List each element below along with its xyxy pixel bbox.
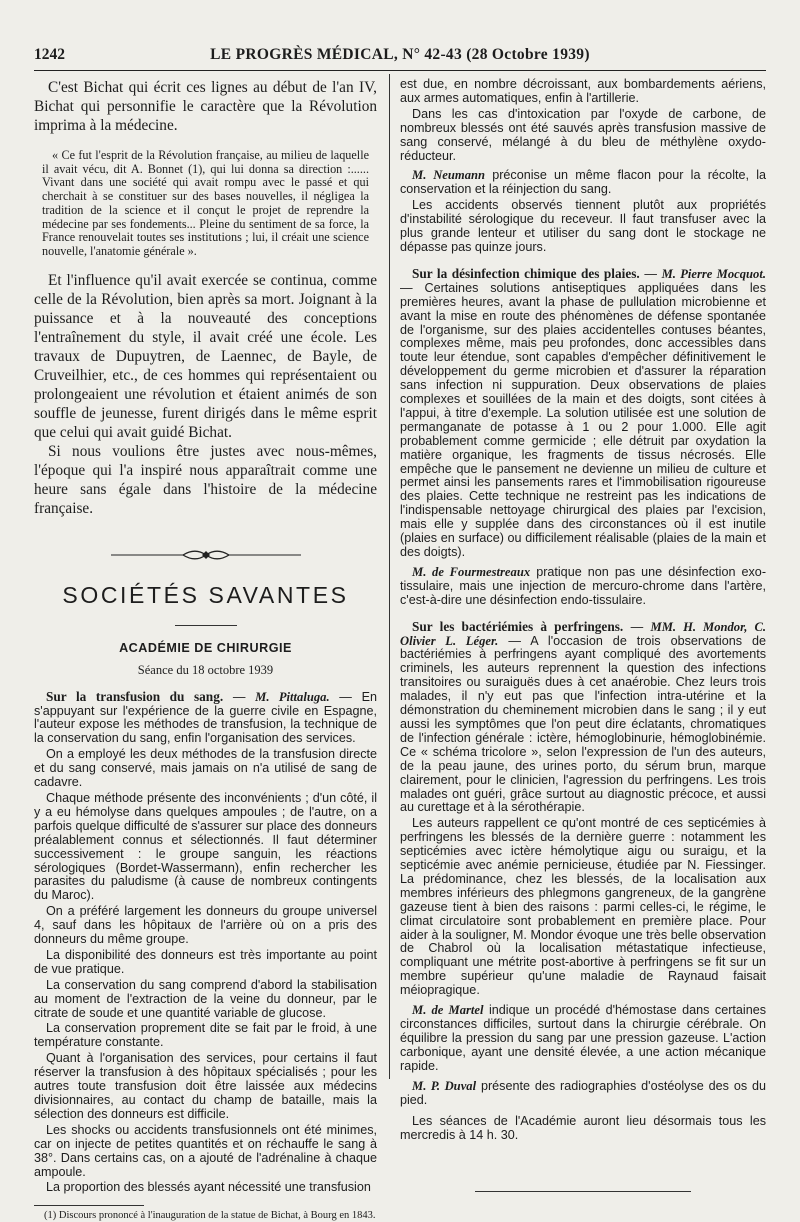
footnote-rule [34,1205,144,1206]
column-divider [389,74,390,1079]
article-paragraph: Dans les cas d'intoxication par l'oxyde de carbone, de nombreux blessés ont été sauvés après transfusion massive de sang conservé, mélangé à du bleu de méthylène oxydo-réducteur. [400,106,766,163]
article-paragraph: La disponibilité des donneurs est très importante au point de vue pratique. [34,947,377,976]
article-paragraph: M. de Martel indique un procédé d'hémostase dans certaines circonstances difficiles, surtout dans la chirurgie cérébrale. On équilibre la pression du sang par une pression gazeuse. L'action carbonique, ayant une densité élevée, a une action mécanique rapide. [400,1003,767,1073]
journal-title: LE PROGRÈS MÉDICAL, N° 42-43 (28 Octobre 1939) [210,46,590,63]
header-rule [34,70,766,71]
article-paragraph: Sur la désinfection chimique des plaies. — M. Pierre Mocquot.— Certaines solutions antiseptiques appliquées dans les premières heures, avant la phase de pullulation microbienne et avant la mise en route des phénomènes de défense spontanée de l'organisme, sur des plaies accidentelles contuses béantes, complexes même, mais peu profondes, donc accessibles dans toute leur étendue, sont capables d'empêcher définitivement le développement du germe microbien et d'assurer la réparation sans infection ni suppuration. Deux observations de plaies complexes et souillées de la main et des doigts, sont citées à l'appui, à titre d'exemple. La solution utilisée est une solution de permanganate de potasse à 1 ou 2 pour 1.000. Elle agit probablement comme germicide ; elle détruit par oxydation la matière organique, les fragments de tissus nécrosés. Elle empêche que le pansement ne devienne un milieu de culture et permet ainsi les pansements rares et l'immobilisation rigoureuse des plaies. Cette technique ne restreint pas les indications de l'indispensable nettoyage chirurgical des plaies par l'excision, mais elle y supplée dans des circonstances où il est inutile (plaies en surface) ou difficilement réalisable (plaies de la main et des doigts). [400,265,766,559]
article-paragraph: est due, en nombre décroissant, aux bombardements aériens, aux armes automatiques, enfin à l'artillerie. [400,77,766,105]
right-column [400,78,766,1192]
article-paragraph: Sur la transfusion du sang. — M. Pittaluga. — En s'appuyant sur l'expérience de la guerre civile en Espagne, l'auteur expose les méthodes de transfusion, la technique de la conservation du sang, enfin l'organisation des services. [34,688,378,746]
article-paragraph: Les shocks ou accidents transfusionnels ont été minimes, car on injecte de petites quantités et on réchauffe le sang à 38°. Dans certains cas, on a ajouté de l'adrénaline à chaque ampoule. [34,1122,377,1179]
end-rule [475,1191,691,1192]
article-paragraph: M. P. Duval présente des radiographies d'ostéolyse des os du pied. [400,1078,766,1107]
article-paragraph: La conservation proprement dite se fait par le froid, à une température constante. [34,1021,377,1050]
article-author: M. Pittaluga. [255,689,330,704]
article-author: M. P. Duval [412,1078,477,1093]
session-date: Séance du 18 octobre 1939 [137,662,274,677]
section-title: SOCIÉTÉS SAVANTES [62,581,349,608]
page-header [34,46,766,68]
article-paragraph: On a préféré largement les donneurs du groupe universel 4, sauf dans les hôpitaux de l'arrière où on a pris des donneurs du même groupe. [34,904,377,947]
ornament-icon [111,548,301,562]
article-paragraph: M. de Fourmestreaux pratique non pas une désinfection exo-tissulaire, mais une injection de mercuro-chrome dans l'artère, c'est-à-dire une désinfection endo-tissulaire. [400,564,767,607]
article-paragraph: Les accidents observés tiennent plutôt aux propriétés d'instabilité sérologique du receveur. Il faut transfuser avec la plus grande lenteur et utiliser du sang dont le stockage ne dépasse pas quinze jours. [400,198,766,254]
article-paragraph: Chaque méthode présente des inconvénients ; d'un côté, il y a eu hémolyse dans quelques ampoules ; de l'autre, on a parfois quelque difficulté de s'assurer sur place des donneurs préalablement connus et sélectionnés. Il faut déterminer successivement : le groupe sanguin, les réactions sérologiques (Bordet-Wassermann), enfin rechercher les parasites du paludisme (à cause de nombreux contingents du Maroc). [34,790,377,903]
article-paragraph: La conservation du sang comprend d'abord la stabilisation au moment de l'extraction de la veine du donneur, par le citrate de soude et une quantité variable de glucose. [34,977,377,1020]
section-rule [175,625,237,626]
quotation: « Ce fut l'esprit de la Révolution française, au milieu de laquelle il avait vécu, dit A. Bonnet (1), qui lui donna sa direction :...... Vivant dans une société qui avait rompu avec le passé et qui cherchait à se constituer sur des bases nouvelles, il négligea la tradition de la science et il conçut le projet de reprendre la médecine par ses fondements... Pleine du sentiment de sa force, la France renouvelait toutes ses institutions ; lui, il créait une science nouvelle, l'anatomie générale ». [42,148,369,258]
article-title: Sur la transfusion du sang. [46,688,224,704]
article-paragraph: Les auteurs rappellent ce qu'ont montré de ces septicémies à perfringens les blessés de la dernière guerre : notamment les septicémies avec ictère hémolytique aigu ou suraigu, et la septicémie avec anémie pernicieuse, étudiée par N. Fiessinger. La prédominance, chez les blessés, de la localisation aux membres inférieurs des phlegmons gangreneux, de la gangrène gazeuse tient à bien des raisons : parmi celles-ci, le régime, le climat circulatoire sont probablement en première place. Pour aider à la souligner, M. Mondor évoque une très belle observation de Chabrol où la localisation métastatique infectieuse, compliquant une métrite post-abortive à perfringens se fit sur un membre supérieur qu'une maladie de Raynaud faisait méiopragique. [400,816,766,998]
footnote: (1) Discours prononcé à l'inauguration de la statue de Bichat, à Bourg en 1843. [44,1210,376,1222]
left-column [34,78,377,1222]
article-author: M. de Fourmestreaux [412,564,531,579]
ornament-divider [34,548,377,562]
article-paragraph: Les séances de l'Académie auront lieu désormais tous les mercredis à 14 h. 30. [400,1114,766,1143]
paragraph: Et l'influence qu'il avait exercée se continua, comme celle de la Révolution, bien après sa mort. Joignant à la puissance et à la nouveauté des conceptions l'entraînement du style, il avait créé une école. Les travaux de Dupuytren, de Laennec, de Bayle, de Cruveilhier, etc., de ces hommes qui représentaient ou prolongeaient une révolution et étaient animés de son souffle de jeunesse, furent dirigés dans le même esprit que celui qui avait guidé Bichat. [34,271,377,441]
article-paragraph: La proportion des blessés ayant nécessité une transfusion [46,1180,371,1195]
article-title: Sur les bactériémies à perfringens. [412,618,624,634]
article-author: M. Neumann [412,168,485,183]
article-author: M. de Martel [412,1003,484,1018]
article-author: M. Pierre Mocquot. [661,266,766,281]
paragraph: C'est Bichat qui écrit ces lignes au début de l'an IV, Bichat qui personnifie le caractère que la Révolution imprima à la médecine. [34,79,377,134]
article-author: MM. H. Mondor, C. Olivier L. Léger. [400,619,766,648]
paragraph: Si nous voulions être justes avec nous-mêmes, l'époque qui l'a inspiré nous apparaîtrait comme une heure sans égale dans l'histoire de la médecine française. [34,442,377,517]
article-paragraph: Sur les bactériémies à perfringens. — MM. H. Mondor, C. Olivier L. Léger. — A l'occasion de trois observations de bactériémies à perfringens ayant compliqué des avortements criminels, les auteurs reprennent la question des infections transitoires ou suraiguës dues à cet anaérobie. Chez leurs trois malades, il n'y eut pas que l'infection intra-utérine et la démonstration du cheminement microbien dans le sang ; il y eut aussi les symptômes que l'on peut dire éclatants, chromatiques de l'infection générale : ictère, hémoglobinurie, hémoglobinémie. Ce « schéma tricolore », selon l'expression de l'un des auteurs, de la peau jaune, des urines porto, du sérum brun, marque clairement, pour le clinicien, l'agression du perfringens. Les trois malades ont guéri, grâce surtout au diagnostic précoce, et aussi au curettage et à la sérothérapie. [400,618,766,815]
page-number: 1242 [34,46,65,63]
article-title: Sur la désinfection chimique des plaies. [412,265,640,281]
article-paragraph: Quant à l'organisation des services, pour certains il faut réserver la transfusion à des hôpitaux spécialisés ; pour les autres toute transfusion doit être laissée aux médecins divisionnaires, au contact du champ de bataille, mais la sélection des donneurs est difficile. [34,1051,377,1121]
academy-heading: ACADÉMIE DE CHIRURGIE [119,640,292,655]
article-paragraph: M. Neumann préconise un même flacon pour la récolte, la conservation et la réinjection du sang. [400,168,766,197]
article-paragraph: On a employé les deux méthodes de la transfusion directe et du sang conservé, mais jamais on n'a utilisé de sang de cadavre. [34,747,377,790]
